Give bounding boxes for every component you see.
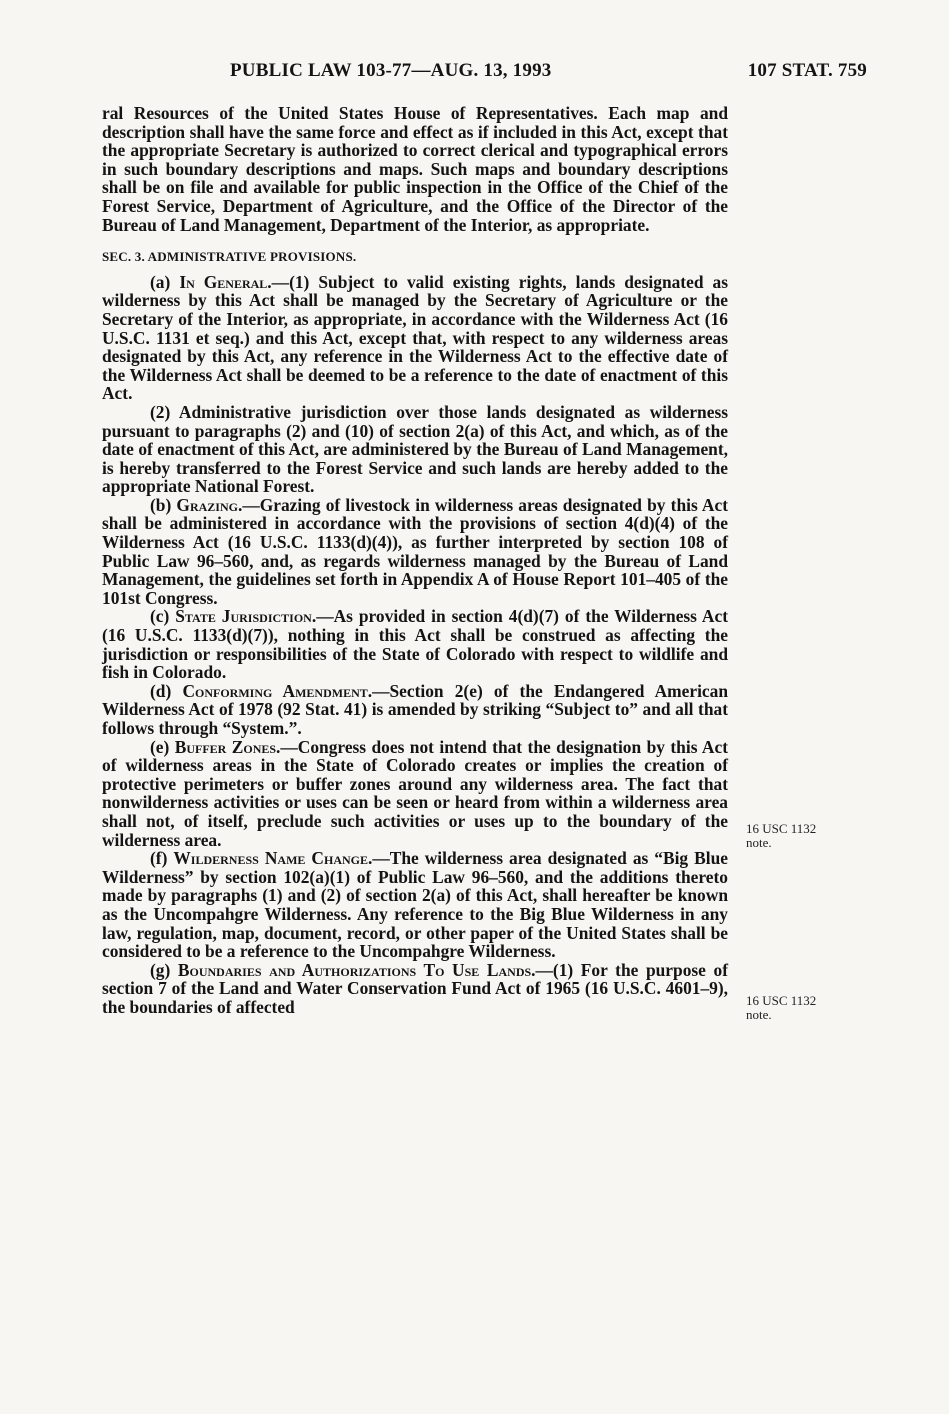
subsection-label: (c) [150,606,170,627]
paragraph-continued: ral Resources of the United States House of Representatives. Each map and description shall have the same force and effect as if included in this Act, except that the appropriate Secretary is authorized to correct clerical and typographical errors in such boundary descriptions and maps. Such maps and boundary descriptions shall be on file and available for public inspection in the Office of the Chief of the Forest Service, Department of Agriculture, and the Office of the Director of the Bureau of Land Management, Department of the Interior, as appropriate. [102,103,728,235]
body-text [102,104,728,1017]
page-number: 107 STAT. 759 [747,60,867,81]
running-head-title: PUBLIC LAW 103-77—AUG. 13, 1993 [230,60,552,81]
section-heading: SEC. 3. ADMINISTRATIVE PROVISIONS. [102,249,357,265]
paragraph-b [102,496,728,608]
subsection-heading: Boundaries and Authorizations To Use Lands. [177,959,536,980]
subsection-heading: Conforming Amendment. [182,680,373,701]
paragraph-c [102,607,728,681]
subsection-label: (b) [150,494,172,515]
margin-note-citation: 16 USC 1132 [746,993,817,1008]
margin-note-citation: 16 USC 1132 [746,821,817,836]
running-head [102,60,867,84]
subsection-label: (f) [150,848,168,869]
subsection-heading: State Jurisdiction. [175,606,317,627]
subsection-label: (e) [150,736,170,757]
paragraph-text: —As provided in section 4(d)(7) of the Wilderness Act (16 U.S.C. 1133(d)(7)), nothing in this Act shall be construed as affecting the jurisdiction or responsibilities of the State of Colorado with respect to wildlife and fish in Colorado. [102,606,728,683]
paragraph-f [102,849,728,961]
subsection-heading: Wilderness Name Change. [173,848,373,869]
subsection-label: (d) [150,680,172,701]
subsection-label: (g) [150,959,171,980]
margin-note-suffix: note. [746,835,772,850]
paragraph-text: —(1) For the purpose of section 7 of the Land and Water Conservation Fund Act of 1965 (16 U.S.C. 4601–9), the boundaries of affected [102,959,728,1017]
subsection-heading: Buffer Zones. [174,736,281,757]
paragraph-a [102,273,728,403]
subsection-heading: Grazing. [176,494,243,515]
paragraph-text: —The wilderness area designated as “Big Blue Wilderness” by section 102(a)(1) of Public Law 96–560, and the additions thereto made by paragraphs (1) and (2) of section 2(a) of this Act, shall hereafter be known as the Uncompahgre Wilderness. Any reference to the Big Blue Wilderness in any law, regulation, map, document, record, or other paper of the United States shall be considered to be a reference to the Uncompahgre Wilderness. [102,848,728,962]
subsection-heading: In General. [179,271,272,292]
margin-note-suffix: note. [746,1007,772,1022]
margin-note-usc [746,994,856,1022]
paragraph-text: —Grazing of livestock in wilderness areas designated by this Act shall be administered in accordance with the provisions of section 4(d)(4) of the Wilderness Act (16 U.S.C. 1133(d)(4)), as further interpreted by section 108 of Public Law 96–560, and, as regards wilderness managed by the Bureau of Land Management, the guidelines set forth in Appendix A of House Report 101–405 of the 101st Congress. [102,494,728,608]
paragraph-g [102,961,728,1017]
paragraph-d [102,682,728,738]
subsection-label: (a) [150,271,171,292]
paragraph-text: —Congress does not intend that the designation by this Act of wilderness areas in the State of Colorado creates or implies the creation of protective perimeters or buffer zones around any wilderness area. The fact that nonwilderness activities or uses can be seen or heard from within a wilderness area shall not, of itself, preclude such activities or uses up to the boundary of the wilderness area. [102,736,728,850]
paragraph-e [102,738,728,850]
margin-note-usc [746,822,856,850]
paragraph-text: —Section 2(e) of the Endangered American Wilderness Act of 1978 (92 Stat. 41) is amended by striking “Subject to” and all that follows through “System.”. [102,680,728,738]
paragraph-text: —(1) Subject to valid existing rights, lands designated as wilderness by this Act shall be managed by the Secretary of Agriculture or the Secretary of the Interior, as appropriate, in accordance with the Wilderness Act (16 U.S.C. 1131 et seq.) and this Act, except that, with respect to any wilderness areas designated by this Act, any reference in the Wilderness Act to the effective date of the Wilderness Act shall be deemed to be a reference to the date of enactment of this Act. [102,271,728,404]
paragraph-a2: (2) Administrative jurisdiction over those lands designated as wilderness pursuant to paragraphs (2) and (10) of section 2(a) of this Act, and which, as of the date of enactment of this Act, are administered by the Bureau of Land Management, is hereby transferred to the Forest Service and such lands are hereby added to the appropriate National Forest. [102,401,728,497]
